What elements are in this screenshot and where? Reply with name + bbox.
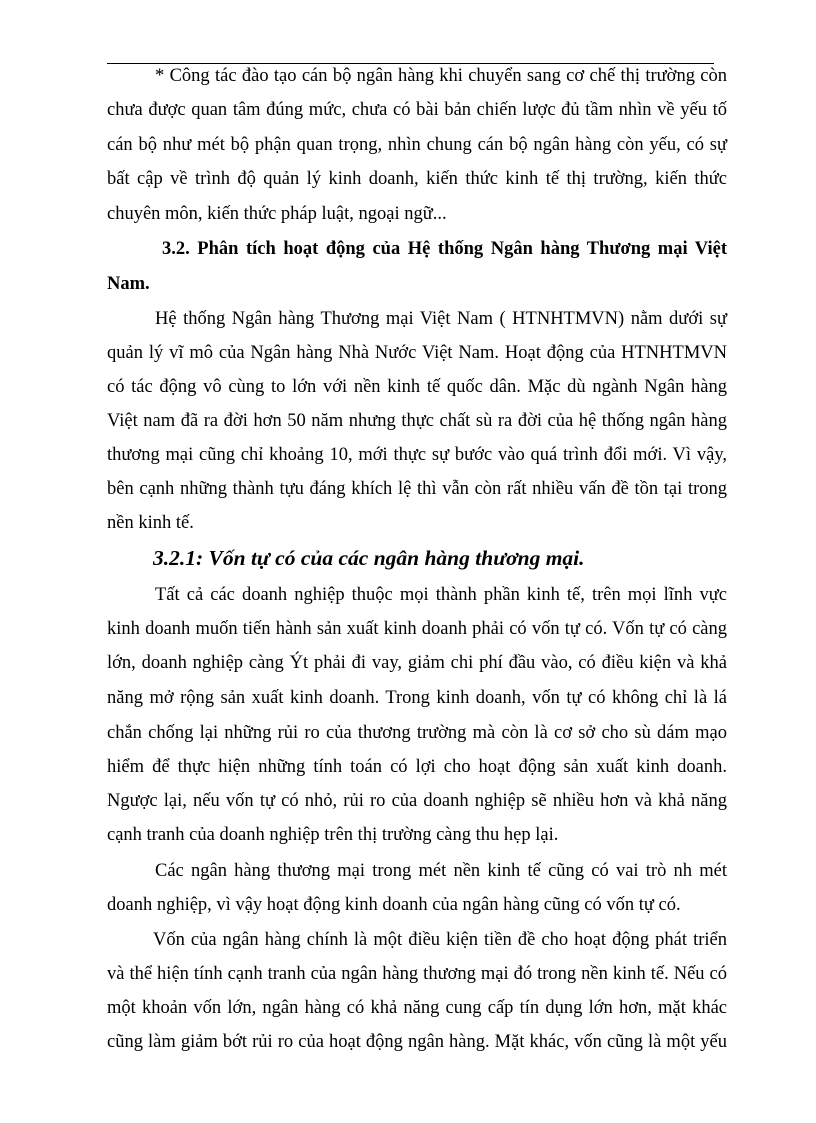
paragraph-line: cũng làm giảm bớt rủi ro của hoạt động ngân hàng. Mặt khác, vốn cũng là một yếu (107, 1032, 727, 1052)
paragraph-line: thương mại cũng chỉ khoảng 10, mới thực sự bước vào quá trình đổi mới. Vì vậy, (107, 445, 727, 465)
section-heading: 3.2. Phân tích hoạt động của Hệ thống Ngân hàng Thương mại Việt (162, 239, 727, 259)
paragraph-line: quản lý vĩ mô của Ngân hàng Nhà Nước Việt Nam. Hoạt động của HTNHTMVN (107, 343, 727, 363)
paragraph-line: bên cạnh những thành tựu đáng khích lệ thì vẫn còn rất nhiều vấn đề tồn tại trong (107, 479, 727, 499)
paragraph-line: bất cập về trình độ quản lý kinh doanh, kiến thức kinh tế thị trường, kiến thức (107, 169, 727, 189)
paragraph-line: năng mở rộng sản xuất kinh doanh. Trong kinh doanh, vốn tự có không chỉ là lá (107, 688, 727, 708)
paragraph-line: Ngược lại, nếu vốn tự có nhỏ, rủi ro của doanh nghiệp sẽ nhiều hơn và khả năng (107, 791, 727, 811)
paragraph-line: cán bộ như mét bộ phận quan trọng, nhìn chung cán bộ ngân hàng còn yếu, có sự (107, 135, 727, 155)
paragraph-line: chuyên môn, kiến thức pháp luật, ngoại ngữ... (107, 204, 447, 224)
paragraph-line: Vốn của ngân hàng chính là một điều kiện tiền đề cho hoạt động phát triển (153, 930, 727, 950)
paragraph-line: có tác động vô cùng to lớn với nền kinh tế quốc dân. Mặc dù ngành Ngân hàng (107, 377, 727, 397)
paragraph-line: nền kinh tế. (107, 513, 194, 533)
section-heading-cont: Nam. (107, 274, 150, 294)
paragraph-line: lớn, doanh nghiệp càng Ýt phải đi vay, giảm chi phí đầu vào, có điều kiện và khả (107, 653, 727, 673)
paragraph-line: kinh doanh muốn tiến hành sản xuất kinh doanh phải có vốn tự có. Vốn tự có càng (107, 619, 727, 639)
paragraph-line: một khoản vốn lớn, ngân hàng có khả năng cung cấp tín dụng lớn hơn, mặt khác (107, 998, 727, 1018)
paragraph-line: cạnh tranh của doanh nghiệp trên thị trường càng thu hẹp lại. (107, 825, 559, 845)
paragraph-line: doanh nghiệp, vì vậy hoạt động kinh doanh của ngân hàng cũng có vốn tự có. (107, 895, 681, 915)
paragraph-line: Các ngân hàng thương mại trong mét nền kinh tế cũng có vai trò nh mét (155, 861, 727, 881)
paragraph-line: * Công tác đào tạo cán bộ ngân hàng khi chuyển sang cơ chế thị trường còn (155, 66, 727, 86)
subsection-heading: 3.2.1: Vốn tự có của các ngân hàng thương mại. (153, 546, 585, 570)
paragraph-line: Việt nam đã ra đời hơn 50 năm nhưng thực chất sù ra đời của hệ thống ngân hàng (107, 411, 727, 431)
paragraph-line: hiểm để thực hiện những tính toán có lợi cho hoạt động sản xuất kinh doanh. (107, 757, 727, 777)
paragraph-line: chắn chống lại những rủi ro của thương trường mà còn là cơ sở cho sù dám mạo (107, 723, 727, 743)
paragraph-line: Hệ thống Ngân hàng Thương mại Việt Nam ( HTNHTMVN) nằm dưới sự (155, 309, 727, 329)
paragraph-line: và thể hiện tính cạnh tranh của ngân hàng thương mại đó trong nền kinh tế. Nếu có (107, 964, 727, 984)
paragraph-line: chưa được quan tâm đúng mức, chưa có bài bản chiến lược đủ tầm nhìn về yếu tố (107, 100, 727, 120)
paragraph-line: Tất cả các doanh nghiệp thuộc mọi thành phần kinh tế, trên mọi lĩnh vực (155, 585, 727, 605)
